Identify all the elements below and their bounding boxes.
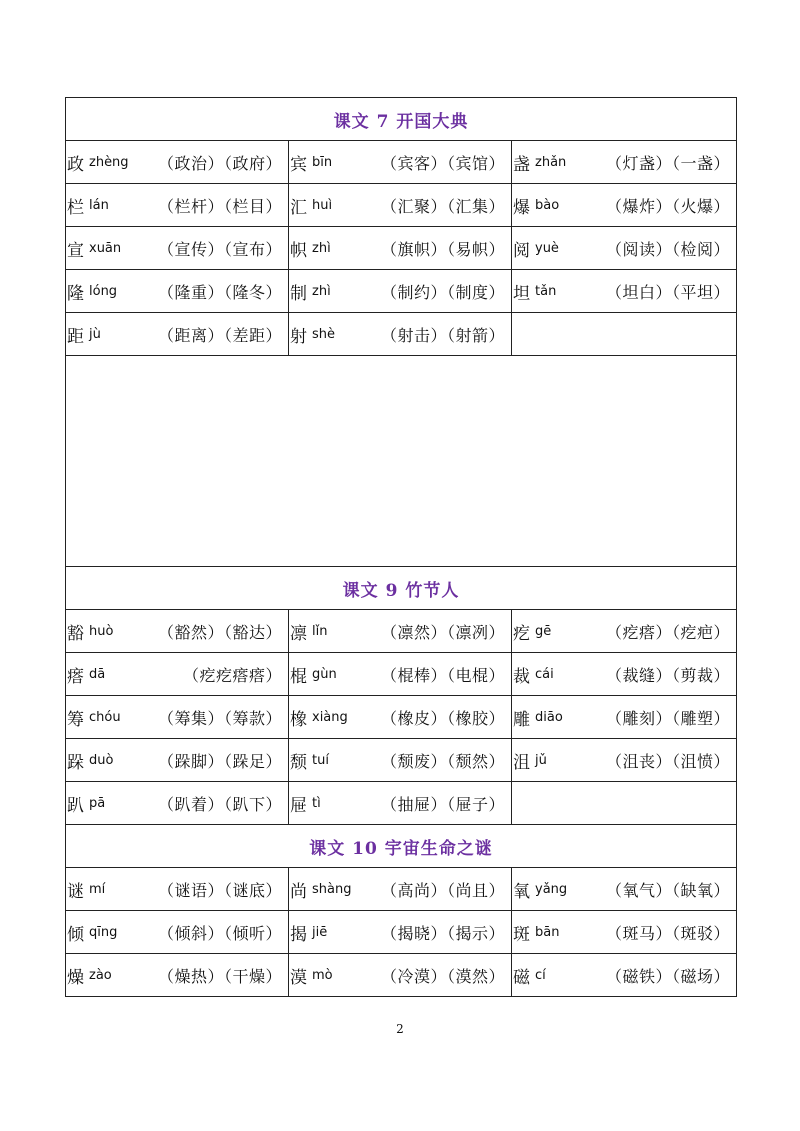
example-words: （冷漠）（漠然）	[380, 966, 505, 986]
character: 氧	[513, 881, 530, 902]
example-words: （趴着）（趴下）	[157, 794, 282, 814]
example-words: （棍棒）（电棍）	[380, 665, 505, 685]
table-row	[66, 141, 736, 184]
vocab-cell	[289, 739, 512, 781]
pinyin: tuí	[312, 752, 329, 768]
example-words: （疙疙瘩瘩）	[182, 665, 282, 685]
pinyin: lán	[89, 197, 109, 213]
vocab-cell	[66, 696, 289, 738]
character: 裁	[513, 666, 530, 687]
section-rows-lesson-7	[66, 141, 736, 356]
vocab-cell	[512, 653, 736, 695]
example-words: （距离）（差距）	[157, 325, 282, 345]
pinyin: jiē	[312, 924, 328, 940]
character: 跺	[67, 752, 84, 773]
example-words: （氧气）（缺氧）	[605, 880, 730, 900]
character: 阅	[513, 240, 530, 261]
character: 斑	[513, 924, 530, 945]
pinyin: bào	[535, 197, 560, 213]
table-row	[66, 868, 736, 911]
character: 凛	[290, 623, 307, 644]
example-words: （灯盏）（一盏）	[605, 153, 730, 173]
example-words: （沮丧）（沮愤）	[605, 751, 730, 771]
vocab-cell	[512, 868, 736, 910]
vocab-cell	[289, 313, 512, 355]
example-words: （政治）（政府）	[157, 153, 282, 173]
example-words: （斑马）（斑驳）	[605, 923, 730, 943]
blank-area	[66, 356, 736, 567]
pinyin: dā	[89, 666, 106, 682]
example-words: （高尚）（尚且）	[380, 880, 505, 900]
example-words: （倾斜）（倾听）	[157, 923, 282, 943]
example-words: （汇聚）（汇集）	[380, 196, 505, 216]
example-words: （揭晓）（揭示）	[380, 923, 505, 943]
pinyin: tǎn	[535, 283, 557, 299]
table-row	[66, 610, 736, 653]
example-words: （颓废）（颓然）	[380, 751, 505, 771]
example-words: （凛然）（凛冽）	[380, 622, 505, 642]
pinyin: xuān	[89, 240, 122, 256]
example-words: （疙瘩）（疙疤）	[605, 622, 730, 642]
pinyin: cái	[535, 666, 554, 682]
character: 宣	[67, 240, 84, 261]
character: 倾	[67, 924, 84, 945]
character: 汇	[290, 197, 307, 218]
vocab-cell	[66, 653, 289, 695]
vocab-cell	[289, 782, 512, 824]
page-number: 2	[396, 1022, 404, 1036]
pinyin: zhǎn	[535, 154, 567, 170]
vocab-table	[65, 97, 737, 997]
pinyin: chóu	[89, 709, 121, 725]
vocab-cell	[66, 610, 289, 652]
section-title-lesson-7: 课文 7 开国大典	[66, 98, 736, 141]
example-words: （筹集）（筹款）	[157, 708, 282, 728]
character: 宾	[290, 154, 307, 175]
pinyin: diāo	[535, 709, 563, 725]
vocab-cell	[512, 141, 736, 183]
character: 漠	[290, 967, 307, 988]
example-words: （坦白）（平坦）	[605, 282, 730, 302]
vocab-cell	[512, 184, 736, 226]
character: 坦	[513, 283, 530, 304]
character: 瘩	[67, 666, 84, 687]
example-words: （谜语）（谜底）	[157, 880, 282, 900]
character: 谜	[67, 881, 84, 902]
pinyin: gùn	[312, 666, 337, 682]
character: 棍	[290, 666, 307, 687]
vocab-cell	[512, 911, 736, 953]
vocab-cell	[289, 653, 512, 695]
pinyin: zhì	[312, 240, 331, 256]
example-words: （旗帜）（易帜）	[380, 239, 505, 259]
character: 制	[290, 283, 307, 304]
character: 帜	[290, 240, 307, 261]
vocab-cell	[66, 739, 289, 781]
pinyin: bīn	[312, 154, 333, 170]
example-words: （裁缝）（剪裁）	[605, 665, 730, 685]
example-words: （雕刻）（雕塑）	[605, 708, 730, 728]
character: 屉	[290, 795, 307, 816]
character: 雕	[513, 709, 530, 730]
table-row	[66, 653, 736, 696]
character: 揭	[290, 924, 307, 945]
pinyin: yuè	[535, 240, 559, 256]
vocab-cell	[66, 868, 289, 910]
vocab-cell	[512, 696, 736, 738]
pinyin: lǐn	[312, 623, 328, 639]
character: 政	[67, 154, 84, 175]
table-row	[66, 270, 736, 313]
pinyin: bān	[535, 924, 560, 940]
character: 筹	[67, 709, 84, 730]
example-words: （磁铁）（磁场）	[605, 966, 730, 986]
example-words: （橡皮）（橡胶）	[380, 708, 505, 728]
table-row	[66, 739, 736, 782]
example-words: （抽屉）（屉子）	[380, 794, 505, 814]
vocab-cell	[66, 954, 289, 996]
pinyin: mí	[89, 881, 106, 897]
pinyin: huì	[312, 197, 333, 213]
character: 疙	[513, 623, 530, 644]
character: 尚	[290, 881, 307, 902]
vocab-cell	[512, 739, 736, 781]
example-words: （豁然）（豁达）	[157, 622, 282, 642]
table-row	[66, 696, 736, 739]
vocab-cell	[289, 696, 512, 738]
vocab-cell	[66, 911, 289, 953]
pinyin: xiàng	[312, 709, 348, 725]
pinyin: yǎng	[535, 881, 568, 897]
character: 燥	[67, 967, 84, 988]
example-words: （宣传）（宣布）	[157, 239, 282, 259]
example-words: （燥热）（干燥）	[157, 966, 282, 986]
vocab-cell	[66, 782, 289, 824]
vocab-cell	[512, 782, 736, 824]
vocab-cell	[66, 313, 289, 355]
pinyin: mò	[312, 967, 333, 983]
section-title-lesson-10: 课文 10 宇宙生命之谜	[66, 825, 736, 868]
example-words: （制约）（制度）	[380, 282, 505, 302]
section-rows-lesson-9	[66, 610, 736, 825]
example-words: （爆炸）（火爆）	[605, 196, 730, 216]
section-rows-lesson-10	[66, 868, 736, 997]
vocab-cell	[289, 141, 512, 183]
example-words: （跺脚）（跺足）	[157, 751, 282, 771]
pinyin: gē	[535, 623, 552, 639]
character: 盏	[513, 154, 530, 175]
vocab-cell	[289, 610, 512, 652]
character: 隆	[67, 283, 84, 304]
pinyin: jù	[89, 326, 101, 342]
pinyin: shàng	[312, 881, 352, 897]
table-row	[66, 954, 736, 997]
pinyin: lóng	[89, 283, 118, 299]
example-words: （阅读）（检阅）	[605, 239, 730, 259]
table-row	[66, 911, 736, 954]
vocab-cell	[66, 184, 289, 226]
pinyin: shè	[312, 326, 336, 342]
vocab-cell	[289, 911, 512, 953]
vocab-cell	[512, 954, 736, 996]
vocab-cell	[66, 141, 289, 183]
character: 距	[67, 326, 84, 347]
pinyin: jǔ	[535, 752, 547, 768]
character: 橡	[290, 709, 307, 730]
character: 豁	[67, 623, 84, 644]
character: 栏	[67, 197, 84, 218]
pinyin: huò	[89, 623, 114, 639]
example-words: （宾客）（宾馆）	[380, 153, 505, 173]
vocab-cell	[66, 270, 289, 312]
table-row	[66, 782, 736, 825]
character: 沮	[513, 752, 530, 773]
table-row	[66, 184, 736, 227]
table-row	[66, 313, 736, 356]
pinyin: zhèng	[89, 154, 129, 170]
table-row	[66, 227, 736, 270]
character: 爆	[513, 197, 530, 218]
character: 磁	[513, 967, 530, 988]
pinyin: tì	[312, 795, 321, 811]
vocab-cell	[512, 610, 736, 652]
pinyin: duò	[89, 752, 114, 768]
pinyin: zhì	[312, 283, 331, 299]
vocab-cell	[289, 954, 512, 996]
vocab-cell	[289, 270, 512, 312]
vocab-cell	[66, 227, 289, 269]
character: 射	[290, 326, 307, 347]
vocab-cell	[512, 227, 736, 269]
vocab-cell	[512, 270, 736, 312]
example-words: （射击）（射箭）	[380, 325, 505, 345]
pinyin: qīng	[89, 924, 118, 940]
section-title-lesson-9: 课文 9 竹节人	[66, 567, 736, 610]
pinyin: pā	[89, 795, 106, 811]
pinyin: cí	[535, 967, 546, 983]
character: 颓	[290, 752, 307, 773]
vocab-cell	[512, 313, 736, 355]
example-words: （隆重）（隆冬）	[157, 282, 282, 302]
vocab-cell	[289, 868, 512, 910]
example-words: （栏杆）（栏目）	[157, 196, 282, 216]
vocab-cell	[289, 184, 512, 226]
pinyin: zào	[89, 967, 112, 983]
vocab-cell	[289, 227, 512, 269]
character: 趴	[67, 795, 84, 816]
